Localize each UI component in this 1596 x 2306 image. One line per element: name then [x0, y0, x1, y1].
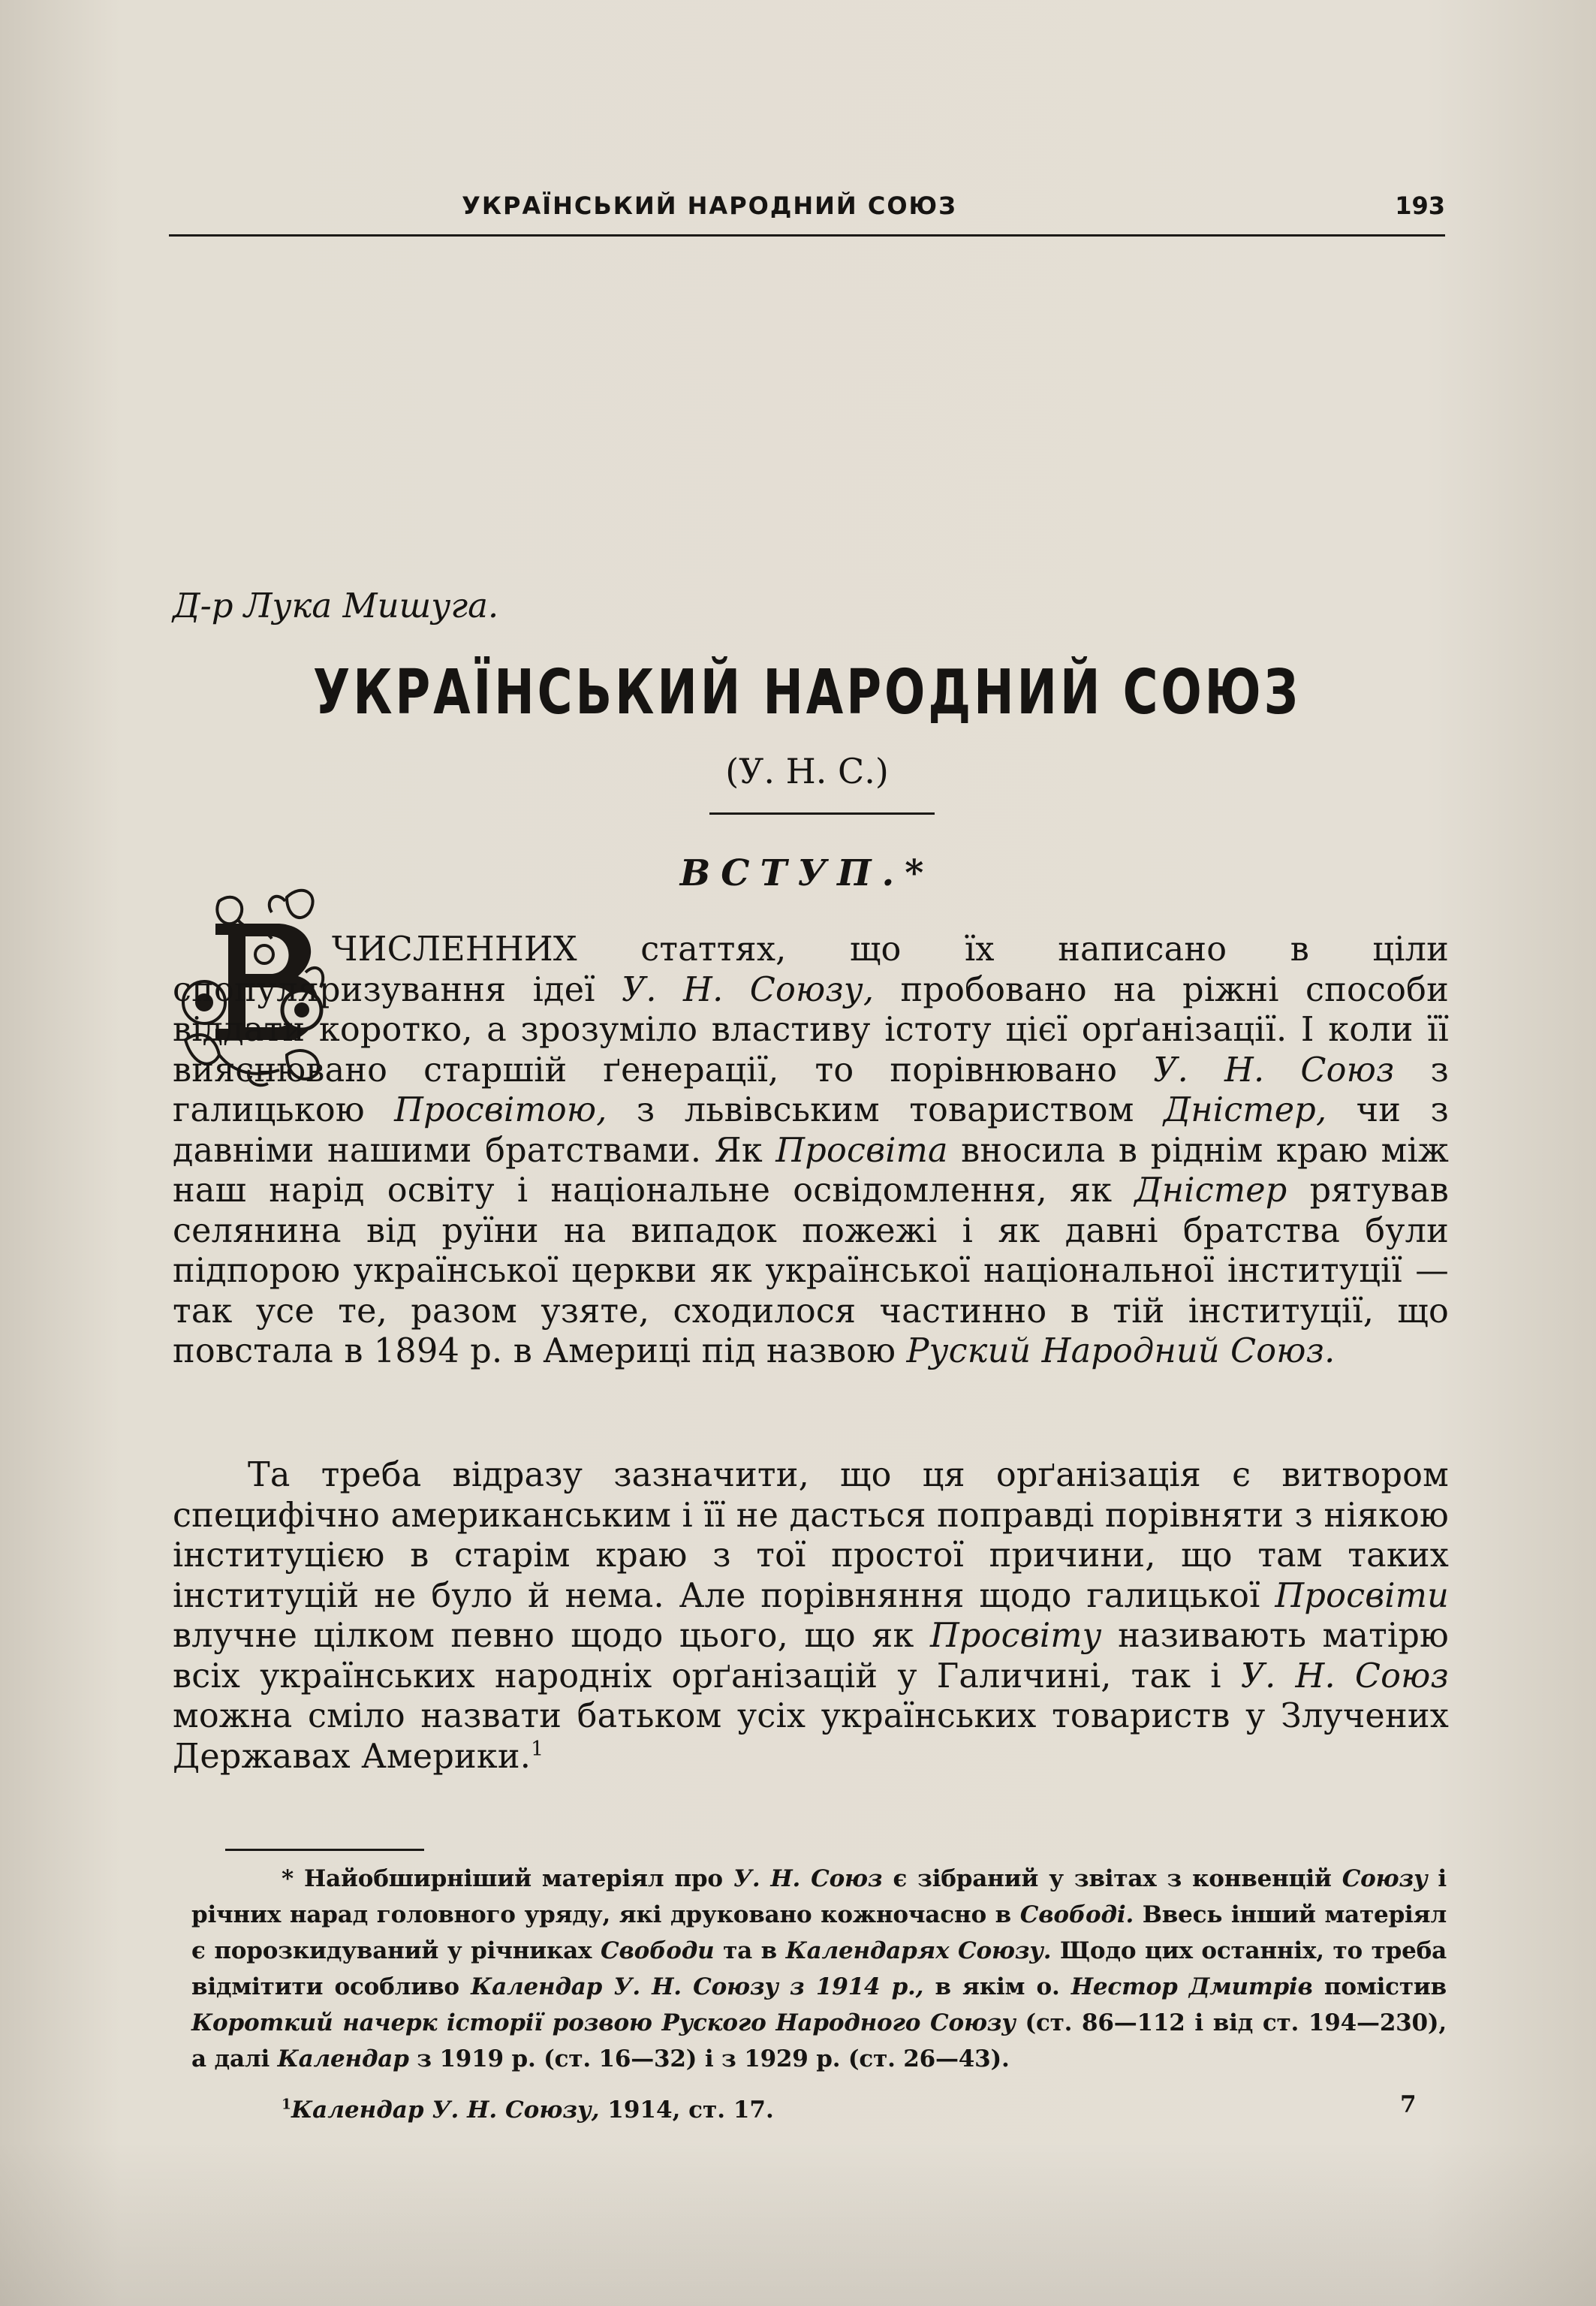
title-rule: [709, 812, 935, 815]
italic-phrase: Свободи: [600, 1937, 715, 1964]
footnote-marker: 1: [282, 2097, 291, 2113]
paragraph-2-text: [173, 1456, 1449, 1776]
page-shadow: [0, 2141, 1596, 2306]
italic-phrase: Календар: [277, 2045, 409, 2072]
footnote-marker: 1: [531, 1737, 544, 1761]
text-run: пробовано на ріжні способи віддати коротко, а зрозуміло властиву істоту цієї орґанізації. І коли її вияснювано старшій ґенерації, то порівнювано: [173, 970, 1449, 1090]
article-subtitle: (У. Н. С.): [725, 751, 889, 791]
text-run: з львівським товариством: [607, 1091, 1164, 1129]
italic-phrase: Календар У. Н. Союзу,: [291, 2097, 600, 2124]
text-run: чи з давніми нашими братствами. Як: [173, 1091, 1449, 1170]
italic-phrase: Просвітою,: [394, 1091, 607, 1129]
text-run: ЧИСЛЕННИХ статтях, що їх написано в ціли спопуляризування ідеї: [173, 930, 1449, 1009]
italic-phrase: Руский Народний Союз.: [906, 1332, 1336, 1370]
article-title: УКРАЇНСЬКИЙ НАРОДНИЙ СОЮЗ: [312, 657, 1302, 728]
footnote-star-text: [191, 1865, 1447, 2072]
running-head: УКРАЇНСЬКИЙ НАРОДНИЙ СОЮЗ: [462, 191, 957, 220]
text-run: і річних нарад головного уряду, які друковано кожночасно в: [191, 1865, 1447, 1928]
footnote-1: [282, 2097, 1032, 2124]
page-number: 193: [1395, 191, 1445, 220]
italic-phrase: Дністер: [1134, 1171, 1287, 1210]
footnote-1-text: [282, 2097, 774, 2124]
italic-phrase: Короткий начерк історії розвою Руского Народного Союзу: [191, 2009, 1016, 2036]
text-run: можна сміло назвати батьком усіх українських товариств у Злучених Державах Америки.: [173, 1697, 1449, 1776]
text-run: (ст. 86—112 і від ст. 194—230), а далі: [191, 2009, 1447, 2072]
italic-phrase: Просвіту: [929, 1617, 1102, 1655]
text-run: в якім о.: [923, 1973, 1071, 2000]
text-run: з галицькою: [173, 1051, 1449, 1129]
paragraph-1: [173, 930, 1449, 1372]
italic-phrase: Дністер,: [1163, 1091, 1327, 1129]
text-run: влучне цілком певно щодо цього, що як: [173, 1617, 930, 1655]
paragraph-2: [173, 1455, 1449, 1777]
text-run: вносила в ріднім краю між наш нарід освіту і національне освідомлення, як: [173, 1131, 1449, 1210]
text-run: називають матірю всіх українських народніх орґанізацій у Галичині, так і: [173, 1617, 1449, 1696]
page-header: [169, 191, 1445, 229]
text-run: Щодо цих останніх, то треба відмітити особливо: [191, 1937, 1447, 2000]
text-run: Ввесь інший матеріял є порозкидуваний у річниках: [191, 1901, 1447, 1964]
text-run: Та треба відразу зазначити, що ця орґанізація є витвором специфічно американським і її не дасться поправді порівняти з ніякою інституцією в старім краю з тої простої причини, що там таких інституцій не було й нема. Але порівняння щодо галицької: [173, 1456, 1449, 1615]
italic-phrase: У. Н. Союз: [1153, 1051, 1395, 1090]
text-run: та в: [714, 1937, 786, 1964]
signature-mark: 7: [1400, 2091, 1417, 2118]
text-run: рятував селянина від руїни на випадок пожежі і як давні братства були підпорою української церкви як української національної інституції — так усе те, разом узяте, сходилося частинно в тій інституції, що повстала в 1894 р. в Америці під назвою: [173, 1171, 1450, 1370]
footnote-star: [191, 1861, 1447, 2077]
italic-phrase: У. Н. Союзу,: [622, 970, 875, 1009]
italic-phrase: Нестор Дмитрів: [1071, 1973, 1313, 2000]
text-run: помістив: [1312, 1973, 1447, 2000]
text-run: 1914, ст. 17.: [599, 2097, 774, 2124]
text-run: є зібраний у звітах з конвенцій: [882, 1865, 1342, 1892]
header-rule: [169, 234, 1445, 237]
text-run: * Найобширніший матеріял про: [282, 1865, 733, 1892]
text-run: з 1919 р. (ст. 16—32) і з 1929 р. (ст. 26—43).: [408, 2045, 1010, 2072]
italic-phrase: Просвіти: [1275, 1576, 1449, 1615]
italic-phrase: Союзу: [1342, 1865, 1428, 1892]
author-line: Д-р Лука Мишуга.: [173, 586, 499, 625]
italic-phrase: У. Н. Союз: [733, 1865, 883, 1892]
italic-phrase: Календарях Союзу.: [785, 1937, 1052, 1964]
italic-phrase: Свободі.: [1019, 1901, 1134, 1928]
section-heading: ВСТУП.*: [679, 852, 935, 894]
italic-phrase: Календар У. Н. Союзу з 1914 р.,: [471, 1973, 924, 2000]
italic-phrase: У. Н. Союз: [1240, 1656, 1449, 1696]
footnote-rule: [225, 1849, 424, 1851]
paragraph-1-text: [173, 930, 1449, 1370]
italic-phrase: Просвіта: [775, 1131, 948, 1170]
